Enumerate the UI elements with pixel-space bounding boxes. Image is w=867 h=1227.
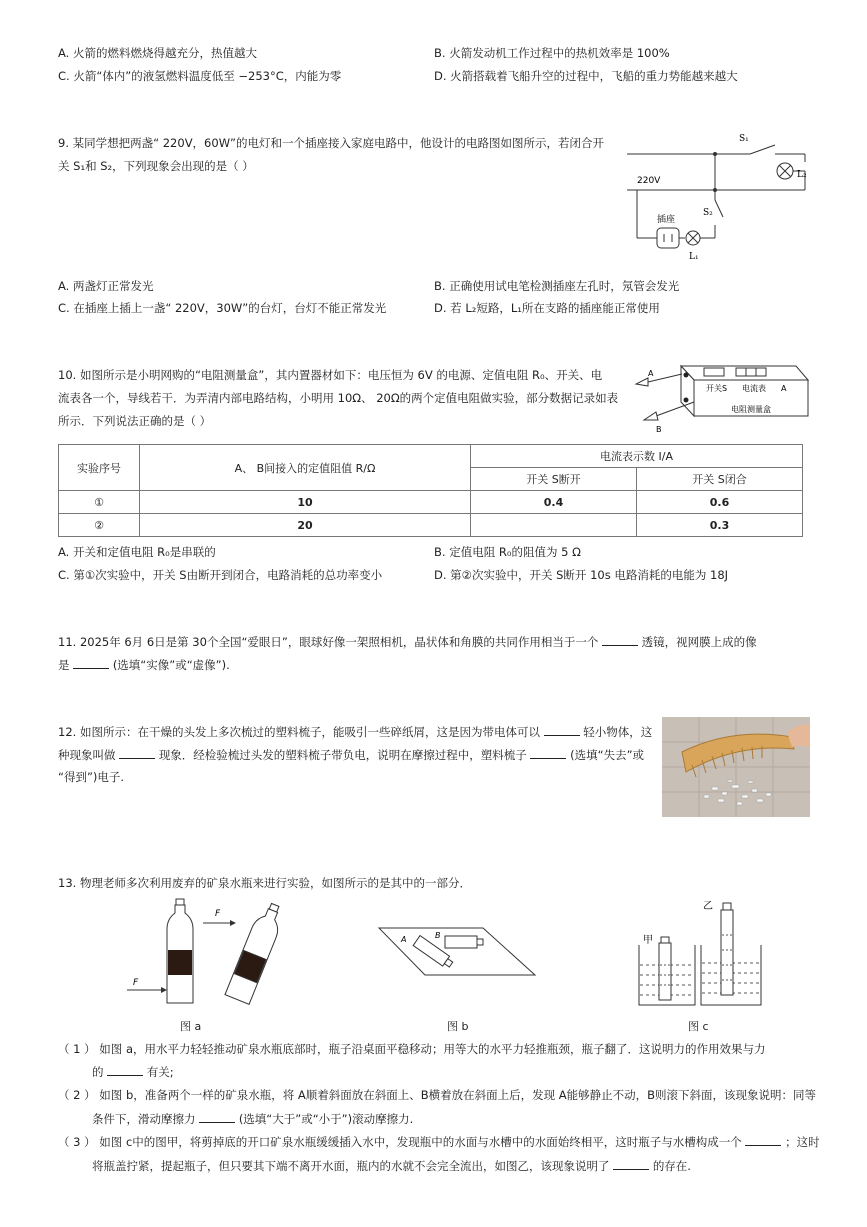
table-cell: 0.3 — [637, 514, 803, 537]
q10-stem-line3: 所示．下列说法正确的是（ ） — [58, 414, 212, 428]
answer-blank — [107, 1063, 143, 1076]
answer-blank — [199, 1110, 235, 1123]
comb-paper-photo — [662, 717, 810, 817]
table-header-off: 开关 S断开 — [471, 468, 637, 491]
table-header-i: 电流表示数 I/A — [471, 445, 803, 468]
figure-a-bottles — [125, 895, 285, 1010]
ammeter-label: 电流表 — [742, 384, 766, 393]
terminal-b-label: B — [656, 425, 662, 434]
figure-c-water-tanks — [635, 895, 765, 1010]
q9-option-a: A. 两盏灯正常发光 — [58, 279, 154, 293]
answer-blank — [119, 746, 155, 759]
q9-circuit-diagram — [625, 125, 815, 265]
ammeter-a-label: A — [781, 384, 787, 393]
q8-option-a: A. 火箭的燃料燃烧得越充分，热值越大 — [58, 46, 257, 60]
answer-blank — [544, 723, 580, 736]
q12-line2: 种现象叫做 现象．经检验梳过头发的塑料梳子带负电，说明在摩擦过程中，塑料梳子 (选填“失去”或 — [58, 748, 645, 762]
voltage-label: 220V — [637, 176, 661, 186]
s1-label: S₁ — [739, 134, 749, 144]
q13-part2-line1: （ 2 ） 如图 b，准备两个一样的矿泉水瓶，将 A顺着斜面放在斜面上、B横着放在斜面上后，发现 A能够静止不动，B则滚下斜面，该现象说明：同等 — [58, 1088, 817, 1102]
q11-line1: 11. 2025年 6月 6日是第 30个全国“爱眼日”，眼球好像一架照相机，晶状体和角膜的共同作用相当于一个 透镜，视网膜上成的像 — [58, 635, 757, 649]
l1-label: L₁ — [689, 252, 699, 262]
table-cell: 10 — [140, 491, 471, 514]
answer-blank — [602, 633, 638, 646]
box-label: 电阻测量盒 — [731, 405, 771, 414]
table-cell: 0.6 — [637, 491, 803, 514]
q10-option-c: C. 第①次实验中，开关 S由断开到闭合，电路消耗的总功率变小 — [58, 568, 383, 582]
q13-part2-line2: 条件下，滑动摩擦力 (选填“大于”或“小于”)滚动摩擦力. — [92, 1112, 414, 1126]
table-cell — [471, 514, 637, 537]
figure-b-caption: 图 b — [447, 1020, 469, 1033]
q9-option-b: B. 正确使用试电笔检测插座左孔时，氖管会发光 — [434, 279, 680, 293]
q10-stem-line2: 流表各一个，导线若干．为弄清内部电路结构，小明用 10Ω、 20Ω的两个定值电阻做实验，部分数据记录如表 — [58, 391, 619, 405]
table-row — [59, 514, 803, 537]
q10-option-b: B. 定值电阻 R₀的阻值为 5 Ω — [434, 545, 581, 559]
terminal-a-label: A — [648, 369, 654, 378]
answer-blank — [613, 1157, 649, 1170]
q10-data-table — [58, 444, 803, 537]
table-cell: ② — [59, 514, 140, 537]
bottle-b-label: B — [435, 931, 441, 940]
answer-blank — [745, 1133, 781, 1146]
q8-option-b: B. 火箭发动机工作过程中的热机效率是 100% — [434, 46, 670, 60]
q8-option-c: C. 火箭“体内”的液氢燃料温度低至 −253°C，内能为零 — [58, 69, 342, 83]
answer-blank — [73, 656, 109, 669]
q9-stem-line2: 关 S₁和 S₂，下列现象会出现的是（ ） — [58, 159, 254, 173]
table-header-on: 开关 S闭合 — [637, 468, 803, 491]
answer-blank — [530, 746, 566, 759]
q10-stem-line1: 10. 如图所示是小明网购的“电阻测量盒”，其内置器材如下：电压恒为 6V 的电源、定值电阻 R₀、开关、电 — [58, 368, 603, 382]
q9-stem-line1: 9. 某同学想把两盏“ 220V，60W”的电灯和一个插座接入家庭电路中，他设计的电路图如图所示，若闭合开 — [58, 136, 605, 150]
q8-option-d: D. 火箭搭载着飞船升空的过程中，飞船的重力势能越来越大 — [434, 69, 738, 83]
figure-b-incline — [375, 920, 540, 980]
l2-label: L₂ — [797, 170, 807, 180]
bottle-a-label: A — [401, 935, 407, 944]
q13-part3-line1: （ 3 ） 如图 c中的图甲，将剪掉底的开口矿泉水瓶缓缓插入水中，发现瓶中的水面与水槽中的水面始终相平，这时瓶子与水槽构成一个 ；这时 — [58, 1135, 820, 1149]
force-label: F — [133, 978, 139, 988]
q12-line1: 12. 如图所示：在干燥的头发上多次梳过的塑料梳子，能吸引一些碎纸屑，这是因为带电体可以 轻小物体，这 — [58, 725, 653, 739]
q13-part1-line2: 的 有关; — [92, 1065, 174, 1079]
q13-part3-line2: 将瓶盖拧紧，提起瓶子，但只要其下端不离开水面，瓶内的水就不会完全流出，如图乙，该现象说明了 的存在. — [92, 1159, 691, 1173]
switch-label: 开关S — [706, 384, 728, 393]
q10-option-a: A. 开关和定值电阻 R₀是串联的 — [58, 545, 216, 559]
q12-line3: “得到”)电子. — [58, 770, 125, 784]
jia-label: 甲 — [643, 935, 653, 946]
q9-option-d: D. 若 L₂短路，L₁所在支路的插座能正常使用 — [434, 301, 660, 315]
force-label: F — [215, 909, 221, 919]
table-cell: 0.4 — [471, 491, 637, 514]
table-cell: 20 — [140, 514, 471, 537]
q13-part1-line1: （ 1 ） 如图 a，用水平力轻轻推动矿泉水瓶底部时，瓶子沿桌面平稳移动；用等大的水平力轻推瓶颈，瓶子翻了．这说明力的作用效果与力 — [58, 1042, 766, 1056]
figure-a-caption: 图 a — [180, 1020, 202, 1033]
table-cell: ① — [59, 491, 140, 514]
s2-label: S₂ — [703, 208, 713, 218]
table-row — [59, 491, 803, 514]
socket-label: 插座 — [657, 215, 676, 225]
q11-line2: 是 (选填“实像”或“虚像”). — [58, 658, 230, 672]
q9-option-c: C. 在插座上插上一盏“ 220V，30W”的台灯，台灯不能正常发光 — [58, 301, 387, 315]
table-header-r: A、 B间接入的定值阻值 R/Ω — [140, 445, 471, 491]
q10-option-d: D. 第②次实验中，开关 S断开 10s 电路消耗的电能为 18J — [434, 568, 729, 582]
figure-c-caption: 图 c — [688, 1020, 709, 1033]
yi-label: 乙 — [703, 901, 713, 912]
q10-resistance-box-figure — [626, 360, 814, 435]
q13-intro: 13. 物理老师多次利用废弃的矿泉水瓶来进行实验，如图所示的是其中的一部分． — [58, 876, 471, 890]
table-header-no: 实验序号 — [59, 445, 140, 491]
